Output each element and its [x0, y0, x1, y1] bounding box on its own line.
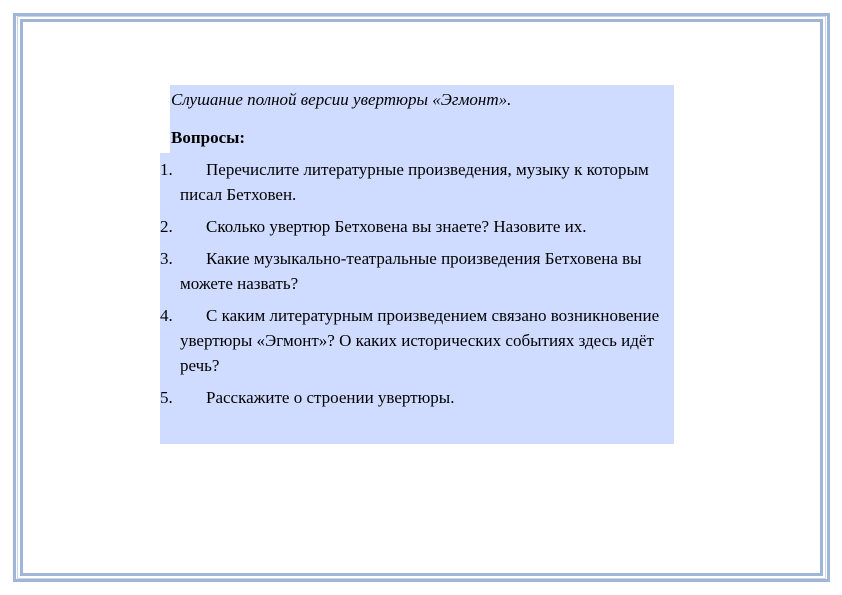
question-text: Сколько увертюр Бетховена вы знаете? Назовите их.	[206, 217, 587, 236]
questions-list	[160, 153, 674, 444]
question-number: 3.	[160, 249, 173, 268]
question-number: 4.	[160, 306, 173, 325]
question-item	[160, 242, 674, 299]
question-number: 1.	[160, 160, 173, 179]
questions-heading: Вопросы:	[170, 115, 674, 153]
question-item	[160, 210, 674, 242]
question-text: Расскажите о строении увертюры.	[206, 388, 455, 407]
question-text: С каким литературным произведением связано возникновение увертюры «Эгмонт»? О каких исторических событиях здесь идёт речь?	[180, 306, 660, 375]
question-number: 5.	[160, 388, 173, 407]
question-item	[160, 299, 674, 381]
slide-subtitle: Слушание полной версии увертюры «Эгмонт».	[170, 85, 674, 115]
question-text: Какие музыкально-театральные произведения Бетховена вы можете назвать?	[180, 249, 642, 293]
question-text: Перечислите литературные произведения, музыку к которым писал Бетховен.	[180, 160, 649, 204]
slide-text-block	[160, 85, 674, 444]
question-item	[160, 381, 674, 413]
question-item	[160, 153, 674, 210]
question-number: 2.	[160, 217, 173, 236]
